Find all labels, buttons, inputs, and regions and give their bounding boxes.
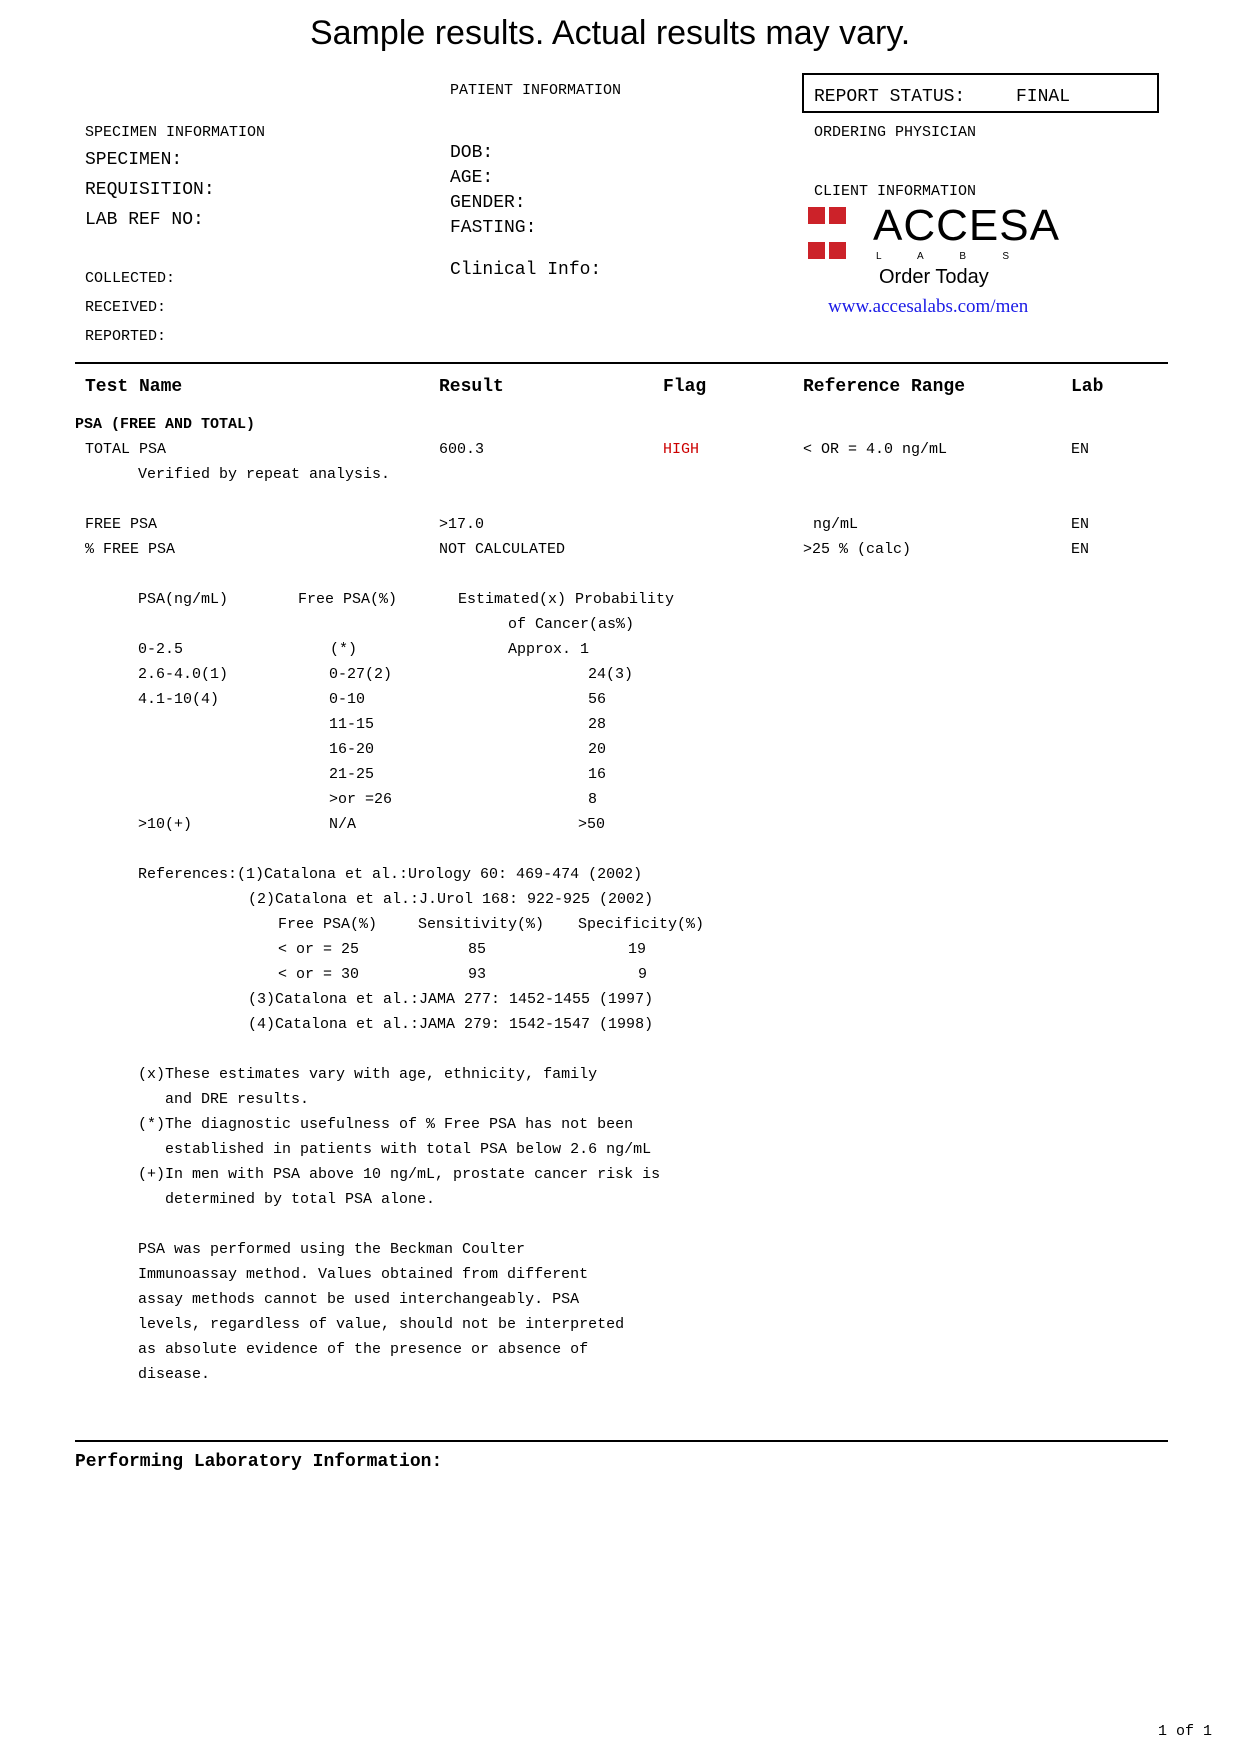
report-status-label: REPORT STATUS: xyxy=(814,87,966,107)
note-line: established in patients with total PSA below 2.6 ng/mL xyxy=(138,1141,652,1158)
accesa-link[interactable]: www.accesalabs.com/men xyxy=(828,296,1029,317)
row-name: % FREE PSA xyxy=(85,541,176,558)
col-test-name: Test Name xyxy=(85,377,183,397)
col-flag: Flag xyxy=(663,377,707,397)
fasting-label: FASTING: xyxy=(450,218,537,238)
method-line: levels, regardless of value, should not be interpreted xyxy=(138,1316,625,1333)
logo-square-icon xyxy=(808,207,825,224)
prob-free: (*) xyxy=(330,641,358,658)
method-line: PSA was performed using the Beckman Coulter xyxy=(138,1241,526,1258)
sens-head-free: Free PSA(%) xyxy=(278,916,378,933)
prob-psa: 2.6-4.0(1) xyxy=(138,666,229,683)
reference-2: (2)Catalona et al.:J.Urol 168: 922-925 (2002) xyxy=(248,891,654,908)
spec-value: 9 xyxy=(638,966,648,983)
prob-value: >50 xyxy=(578,816,606,833)
collected-label: COLLECTED: xyxy=(85,270,176,287)
prob-psa: 0-2.5 xyxy=(138,641,184,658)
page-number: 1 of 1 xyxy=(1158,1723,1213,1740)
patient-info-heading: PATIENT INFORMATION xyxy=(450,82,622,99)
sens-value: 85 xyxy=(468,941,487,958)
sens-free: < or = 25 xyxy=(278,941,360,958)
logo-wordmark: ACCESA xyxy=(873,201,1060,250)
prob-free: 11-15 xyxy=(329,716,375,733)
prob-value: 20 xyxy=(588,741,607,758)
specimen-label: SPECIMEN: xyxy=(85,150,183,170)
prob-free: 0-27(2) xyxy=(329,666,393,683)
prob-psa: 4.1-10(4) xyxy=(138,691,220,708)
prob-head-est: Estimated(x) Probability xyxy=(458,591,675,608)
sens-head-sens: Sensitivity(%) xyxy=(418,916,545,933)
row-name: TOTAL PSA xyxy=(85,441,167,458)
age-label: AGE: xyxy=(450,168,494,188)
method-line: assay methods cannot be used interchangeably. PSA xyxy=(138,1291,580,1308)
col-lab: Lab xyxy=(1071,377,1104,397)
accesa-logo xyxy=(808,201,1060,267)
row-result: NOT CALCULATED xyxy=(439,541,566,558)
row-flag-high: HIGH xyxy=(663,441,700,458)
reference-4: (4)Catalona et al.:JAMA 279: 1542-1547 (1998) xyxy=(248,1016,654,1033)
row-range: >25 % (calc) xyxy=(803,541,912,558)
received-label: RECEIVED: xyxy=(85,299,167,316)
note-line: (+)In men with PSA above 10 ng/mL, prostate cancer risk is xyxy=(138,1166,661,1183)
note-line: and DRE results. xyxy=(138,1091,310,1108)
prob-free: 0-10 xyxy=(329,691,366,708)
prob-head-free: Free PSA(%) xyxy=(298,591,398,608)
prob-value: 28 xyxy=(588,716,607,733)
method-line: Immunoassay method. Values obtained from different xyxy=(138,1266,589,1283)
dob-label: DOB: xyxy=(450,143,494,163)
disclaimer-heading: Sample results. Actual results may vary. xyxy=(310,14,911,52)
prob-head-est2: of Cancer(as%) xyxy=(508,616,635,633)
col-result: Result xyxy=(439,377,504,397)
row-lab: EN xyxy=(1071,541,1090,558)
prob-psa: >10(+) xyxy=(138,816,193,833)
note-line: (*)The diagnostic usefulness of % Free PSA has not been xyxy=(138,1116,634,1133)
prob-value: 16 xyxy=(588,766,607,783)
logo-sub: L A B S xyxy=(876,251,1017,262)
logo-square-icon xyxy=(829,207,846,224)
row-range: < OR = 4.0 ng/mL xyxy=(803,441,948,458)
row-name: FREE PSA xyxy=(85,516,158,533)
spec-value: 19 xyxy=(628,941,647,958)
row-result: >17.0 xyxy=(439,516,485,533)
sens-free: < or = 30 xyxy=(278,966,360,983)
requisition-label: REQUISITION: xyxy=(85,180,215,200)
prob-free: 21-25 xyxy=(329,766,375,783)
note-line: determined by total PSA alone. xyxy=(138,1191,436,1208)
prob-value: Approx. 1 xyxy=(508,641,590,658)
prob-value: 8 xyxy=(588,791,598,808)
row-result: 600.3 xyxy=(439,441,485,458)
prob-free: >or =26 xyxy=(329,791,393,808)
sens-value: 93 xyxy=(468,966,487,983)
ordering-physician-heading: ORDERING PHYSICIAN xyxy=(814,124,977,141)
report-status-value: FINAL xyxy=(1016,87,1071,107)
method-line: disease. xyxy=(138,1366,211,1383)
prob-head-psa: PSA(ng/mL) xyxy=(138,591,229,608)
prob-free: 16-20 xyxy=(329,741,375,758)
row-range: ng/mL xyxy=(813,516,859,533)
performing-lab-heading: Performing Laboratory Information: xyxy=(75,1452,443,1472)
specimen-info-heading: SPECIMEN INFORMATION xyxy=(85,124,266,141)
method-line: as absolute evidence of the presence or absence of xyxy=(138,1341,589,1358)
reference-3: (3)Catalona et al.:JAMA 277: 1452-1455 (1997) xyxy=(248,991,654,1008)
client-info-heading: CLIENT INFORMATION xyxy=(814,183,977,200)
panel-title: PSA (FREE AND TOTAL) xyxy=(75,416,256,433)
reference-1: References:(1)Catalona et al.:Urology 60: 469-474 (2002) xyxy=(138,866,643,883)
gender-label: GENDER: xyxy=(450,193,526,213)
prob-value: 56 xyxy=(588,691,607,708)
order-today: Order Today xyxy=(879,266,989,288)
prob-value: 24(3) xyxy=(588,666,634,683)
divider-top xyxy=(75,362,1168,364)
col-reference-range: Reference Range xyxy=(803,377,966,397)
verified-note: Verified by repeat analysis. xyxy=(138,466,391,483)
divider-bottom xyxy=(75,1440,1168,1442)
reported-label: REPORTED: xyxy=(85,328,167,345)
sens-head-spec: Specificity(%) xyxy=(578,916,705,933)
note-line: (x)These estimates vary with age, ethnicity, family xyxy=(138,1066,598,1083)
clinical-info-label: Clinical Info: xyxy=(450,260,602,280)
logo-square-icon xyxy=(808,242,825,259)
logo-square-icon xyxy=(829,242,846,259)
row-lab: EN xyxy=(1071,516,1090,533)
prob-free: N/A xyxy=(329,816,357,833)
row-lab: EN xyxy=(1071,441,1090,458)
lab-ref-label: LAB REF NO: xyxy=(85,210,204,230)
